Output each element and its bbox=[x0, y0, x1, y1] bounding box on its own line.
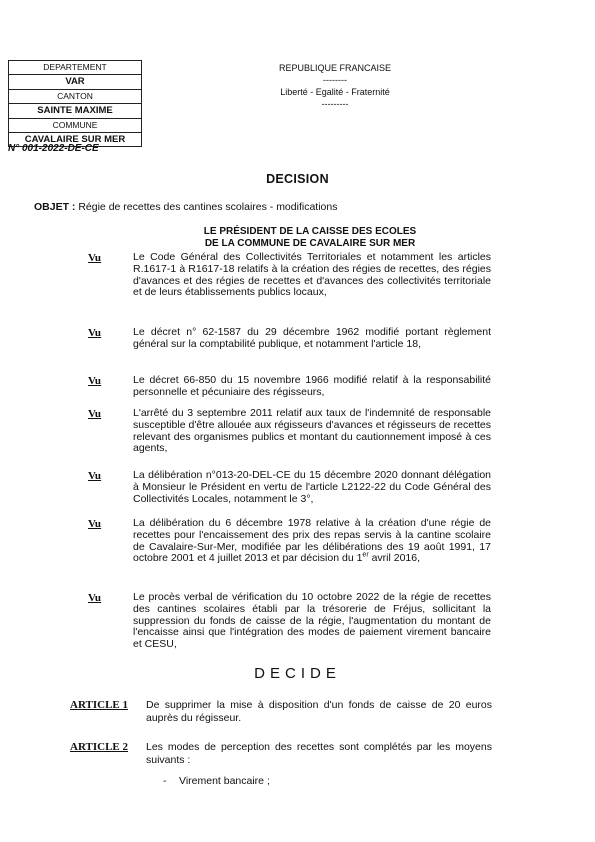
president-line-1: LE PRÉSIDENT DE LA CAISSE DES ECOLES bbox=[203, 226, 417, 237]
header-canton-value: SAINTE MAXIME bbox=[9, 104, 141, 118]
header-departement-label: DEPARTEMENT bbox=[9, 61, 141, 75]
bullet-dash: - bbox=[163, 775, 167, 787]
visa-6-text-before: La délibération du 6 décembre 1978 relative à la création d'une régie de recettes pour l'encaissement des prix des repas servis à la cantine scolaire de Cavalaire-Sur-Mer, modifiée par les délibérations des 19 août 1991, 17 octobre 2001 et 4 juillet 2013 et par décision du 1 bbox=[133, 517, 491, 565]
header-commune-label: COMMUNE bbox=[9, 119, 141, 133]
header-commune-value: CAVALAIRE SUR MER bbox=[24, 133, 126, 145]
republique-separator-2: --------- bbox=[321, 99, 349, 109]
article-2-label: ARTICLE 2 bbox=[70, 741, 128, 753]
article-1-label: ARTICLE 1 bbox=[70, 699, 128, 711]
vu-label-7: Vu bbox=[88, 592, 102, 604]
republique-title: REPUBLIQUE FRANCAISE bbox=[278, 63, 392, 73]
visa-3: Le décret 66-850 du 15 novembre 1966 modifié relatif à la responsabilité personnelle et pécuniaire des régisseurs, bbox=[133, 374, 491, 398]
visa-1: Le Code Général des Collectivités Territoriales et notamment les articles R.1617-1 à R1617-18 relatifs à la création des régies de recettes, des régies d'avances et des régies de recettes et d'avances des collectivités territoriale et de leurs établissements publics locaux, bbox=[133, 251, 491, 299]
objet-line bbox=[34, 201, 337, 213]
visa-6-superscript: er bbox=[362, 551, 369, 559]
vu-label-5: Vu bbox=[88, 470, 102, 482]
article-2-bullet-item bbox=[163, 775, 270, 787]
republique-motto: Liberté - Egalité - Fraternité bbox=[280, 87, 390, 97]
administrative-header-box bbox=[8, 60, 142, 147]
decision-reference: N° 001-2022-DE-CE bbox=[8, 143, 99, 154]
visa-5: La délibération n°013-20-DEL-CE du 15 décembre 2020 donnant délégation à Monsieur le Président en vertu de l'article L2122-22 du Code Général des Collectivités Locales, notamment le 3°, bbox=[133, 469, 491, 505]
visa-2: Le décret n° 62-1587 du 29 décembre 1962 modifié portant règlement général sur la comptabilité publique, et notamment l'article 18, bbox=[133, 326, 491, 350]
objet-label: OBJET : bbox=[34, 201, 76, 213]
bullet-text: Virement bancaire ; bbox=[179, 775, 270, 787]
republique-block bbox=[255, 62, 415, 110]
republique-separator-1: -------- bbox=[323, 75, 347, 85]
vu-label-1: Vu bbox=[88, 252, 102, 264]
header-canton-label: CANTON bbox=[9, 90, 141, 104]
vu-label-4: Vu bbox=[88, 408, 102, 420]
header-departement-value: VAR bbox=[9, 75, 141, 89]
decide-heading: DECIDE bbox=[254, 665, 341, 682]
president-line-2: DE LA COMMUNE DE CAVALAIRE SUR MER bbox=[204, 238, 416, 249]
article-2-text: Les modes de perception des recettes sont complétés par les moyens suivants : bbox=[146, 741, 492, 766]
vu-label-6: Vu bbox=[88, 518, 102, 530]
document-title: DECISION bbox=[266, 172, 329, 186]
president-heading bbox=[130, 226, 490, 250]
article-1-text: De supprimer la mise à disposition d'un fonds de caisse de 20 euros auprès du régisseur. bbox=[146, 699, 492, 724]
visa-4: L'arrêté du 3 septembre 2011 relatif aux taux de l'indemnité de responsable susceptible d'être allouée aux régisseurs d'avances et régisseurs de recettes relevant des organismes publics et montant du cautionnement imposé à ces agents, bbox=[133, 407, 491, 455]
vu-label-2: Vu bbox=[88, 327, 102, 339]
objet-text: Régie de recettes des cantines scolaires - modifications bbox=[75, 201, 338, 213]
visa-6 bbox=[133, 518, 491, 565]
vu-label-3: Vu bbox=[88, 375, 102, 387]
visa-6-text-after: avril 2016, bbox=[368, 552, 421, 565]
visa-7: Le procès verbal de vérification du 10 octobre 2022 de la régie de recettes des cantines scolaires établi par la trésorerie de Fréjus, sollicitant la suppression du fonds de caisse de la régie, l'augmentation du montant de l'encaisse ainsi que l'intégration des modes de paiement virement bancaire et CESU, bbox=[133, 591, 491, 651]
